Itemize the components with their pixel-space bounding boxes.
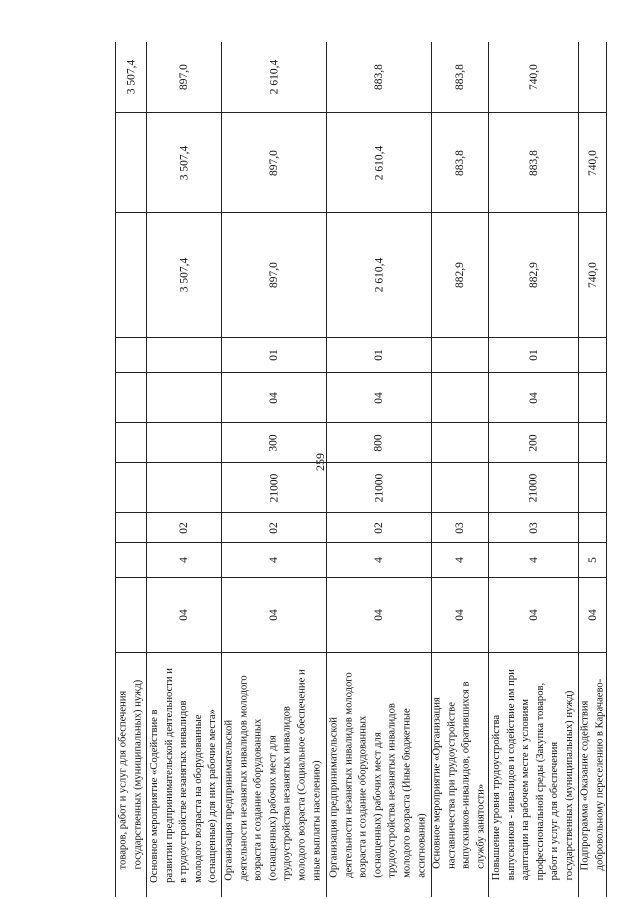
table-cell — [431, 577, 488, 652]
cell-value: 01 — [527, 349, 540, 361]
table-cell — [488, 422, 578, 462]
cell-value: 4 — [268, 557, 280, 563]
cell-value: 200 — [527, 433, 540, 452]
table-cell — [578, 337, 606, 372]
cell-value: 740,0 — [527, 64, 540, 90]
cell-value: 897,0 — [178, 64, 190, 90]
row-name-text: Повышение уровня трудоустройства выпускников - инвалидов и содействие им при адаптации на рабочем месте к условиям профессиональной среды (Закупка товаров, работ и услуг для обеспечения государственных (муниципальных) нужд) — [490, 669, 575, 881]
cell-value: 04 — [586, 609, 599, 621]
table-cell — [221, 422, 326, 462]
cell-value: 01 — [373, 349, 385, 361]
table-cell — [488, 542, 578, 577]
table-cell — [116, 577, 146, 652]
table-cell — [221, 372, 326, 422]
cell-value: 3 507,4 — [178, 257, 190, 293]
page-number: 259 — [313, 453, 327, 471]
cell-value: 883,8 — [454, 149, 466, 176]
table-cell — [221, 337, 326, 372]
table-cell — [326, 542, 431, 577]
table-cell — [488, 462, 578, 512]
table-cell — [326, 212, 431, 337]
table-row-name-cell — [221, 652, 326, 897]
cell-value: 04 — [454, 609, 466, 621]
table-cell — [578, 577, 606, 652]
table-cell — [116, 212, 146, 337]
cell-value: 740,0 — [586, 149, 599, 176]
table-row-name-cell — [488, 652, 578, 897]
table-cell — [116, 462, 146, 512]
table-cell — [326, 112, 431, 212]
table-cell — [116, 542, 146, 577]
table-cell — [578, 512, 606, 542]
table-cell — [116, 422, 146, 462]
cell-value: 04 — [268, 609, 280, 621]
cell-value: 02 — [373, 521, 385, 534]
table-cell — [326, 422, 431, 462]
table-cell — [221, 577, 326, 652]
table-cell — [221, 542, 326, 577]
row-name-text: Подпрограмма «Оказание содействия добровольному переселению в Карачаево- — [578, 679, 605, 871]
table-cell — [116, 112, 146, 212]
table-cell — [578, 462, 606, 512]
cell-value: 800 — [373, 433, 385, 452]
table-cell — [578, 212, 606, 337]
table-cell — [146, 42, 221, 112]
cell-value: 883,8 — [454, 64, 466, 90]
cell-value: 882,9 — [454, 262, 466, 288]
cell-value: 02 — [268, 521, 280, 534]
cell-value: 2 610,4 — [268, 59, 280, 95]
table-row-name-cell — [326, 652, 431, 897]
table-cell — [578, 112, 606, 212]
cell-value: 897,0 — [268, 262, 280, 288]
table-cell — [326, 372, 431, 422]
cell-value: 4 — [178, 557, 190, 563]
cell-value: 03 — [527, 521, 540, 534]
row-name-text: Организация предпринимательской деятельности незанятых инвалидов молодого возраста и создание оборудованных (оснащенных) рабочих мест для трудоустройства незанятых инвалидов молодого возраста (Иные бюджетные ассигнования) — [328, 672, 428, 878]
cell-value: 04 — [268, 391, 280, 404]
cell-value: 04 — [178, 609, 190, 621]
table-row-name-cell — [578, 652, 606, 897]
cell-value: 883,8 — [527, 149, 540, 176]
table-cell — [488, 577, 578, 652]
row-name-text: Основное мероприятие «Организация наставничества при трудоустройстве выпускников-инвалидов, обратившихся в службу занятости» — [431, 681, 487, 869]
cell-value: 740,0 — [586, 262, 599, 288]
cell-value: 04 — [373, 609, 385, 621]
table-cell — [578, 422, 606, 462]
table-cell — [326, 462, 431, 512]
table-cell — [221, 462, 326, 512]
table-cell — [116, 42, 146, 112]
cell-value: 3 507,4 — [125, 59, 137, 95]
table-cell — [488, 212, 578, 337]
table-cell — [431, 212, 488, 337]
cell-value: 3 507,4 — [178, 145, 190, 180]
cell-value: 2 610,4 — [373, 145, 385, 180]
table-cell — [431, 372, 488, 422]
table-cell — [146, 212, 221, 337]
table-cell — [146, 422, 221, 462]
table-cell — [488, 112, 578, 212]
cell-value: 300 — [268, 433, 280, 452]
cell-value: 04 — [527, 609, 540, 621]
table-cell — [326, 512, 431, 542]
cell-value: 21000 — [373, 473, 385, 502]
cell-value: 4 — [527, 557, 540, 563]
table-cell — [431, 462, 488, 512]
cell-value: 4 — [373, 557, 385, 563]
cell-value: 03 — [454, 521, 466, 534]
cell-value: 4 — [454, 557, 466, 563]
cell-value: 01 — [268, 349, 280, 361]
table-cell — [221, 212, 326, 337]
table-cell — [146, 112, 221, 212]
table-cell — [221, 112, 326, 212]
cell-value: 5 — [586, 557, 599, 563]
table-cell — [146, 542, 221, 577]
row-name-text: товаров, работ и услуг для обеспечения государственных (муниципальных) нужд) — [117, 680, 143, 870]
table-cell — [146, 512, 221, 542]
table-cell — [146, 577, 221, 652]
table-cell — [221, 42, 326, 112]
table-cell — [431, 337, 488, 372]
table-row-name-cell — [431, 652, 488, 897]
cell-value: 2 610,4 — [373, 257, 385, 293]
cell-value: 21000 — [527, 473, 540, 502]
table-cell — [116, 372, 146, 422]
cell-value: 02 — [178, 521, 190, 534]
table-cell — [116, 337, 146, 372]
table-cell — [488, 512, 578, 542]
table-cell — [431, 42, 488, 112]
table-cell — [578, 542, 606, 577]
budget-table — [115, 42, 607, 897]
cell-value: 04 — [527, 391, 540, 404]
cell-value: 883,8 — [373, 64, 385, 90]
cell-value: 897,0 — [268, 149, 280, 176]
table-cell — [488, 372, 578, 422]
table-cell — [146, 337, 221, 372]
table-cell — [221, 512, 326, 542]
table-cell — [146, 372, 221, 422]
table-cell — [431, 422, 488, 462]
cell-value: 21000 — [268, 473, 280, 502]
table-cell — [116, 512, 146, 542]
table-cell — [146, 462, 221, 512]
row-name-text: Основное мероприятие «Содействие в развитии предпринимательской деятельности и в трудоустройстве незанятых инвалидов молодого возраста на оборудованные (оснащенные) для них рабочие места» — [148, 667, 218, 883]
table-cell — [326, 577, 431, 652]
row-name-text: Организация предпринимательской деятельности незанятых инвалидов молодого возраста и создание оборудованных (оснащенных) рабочих мест для трудоустройства незанятых инвалидов молодого возраста (Социальное обеспечение и иные выплаты населению) — [223, 669, 323, 881]
cell-value: 882,9 — [527, 262, 540, 288]
table-cell — [488, 42, 578, 112]
cell-value: 04 — [373, 391, 385, 404]
table-cell — [326, 337, 431, 372]
table-cell — [578, 372, 606, 422]
table-cell — [326, 42, 431, 112]
table-cell — [431, 542, 488, 577]
table-cell — [488, 337, 578, 372]
table-cell — [578, 42, 606, 112]
table-cell — [431, 112, 488, 212]
table-cell — [431, 512, 488, 542]
table-row-name-cell — [116, 652, 146, 897]
table-row-name-cell — [146, 652, 221, 897]
